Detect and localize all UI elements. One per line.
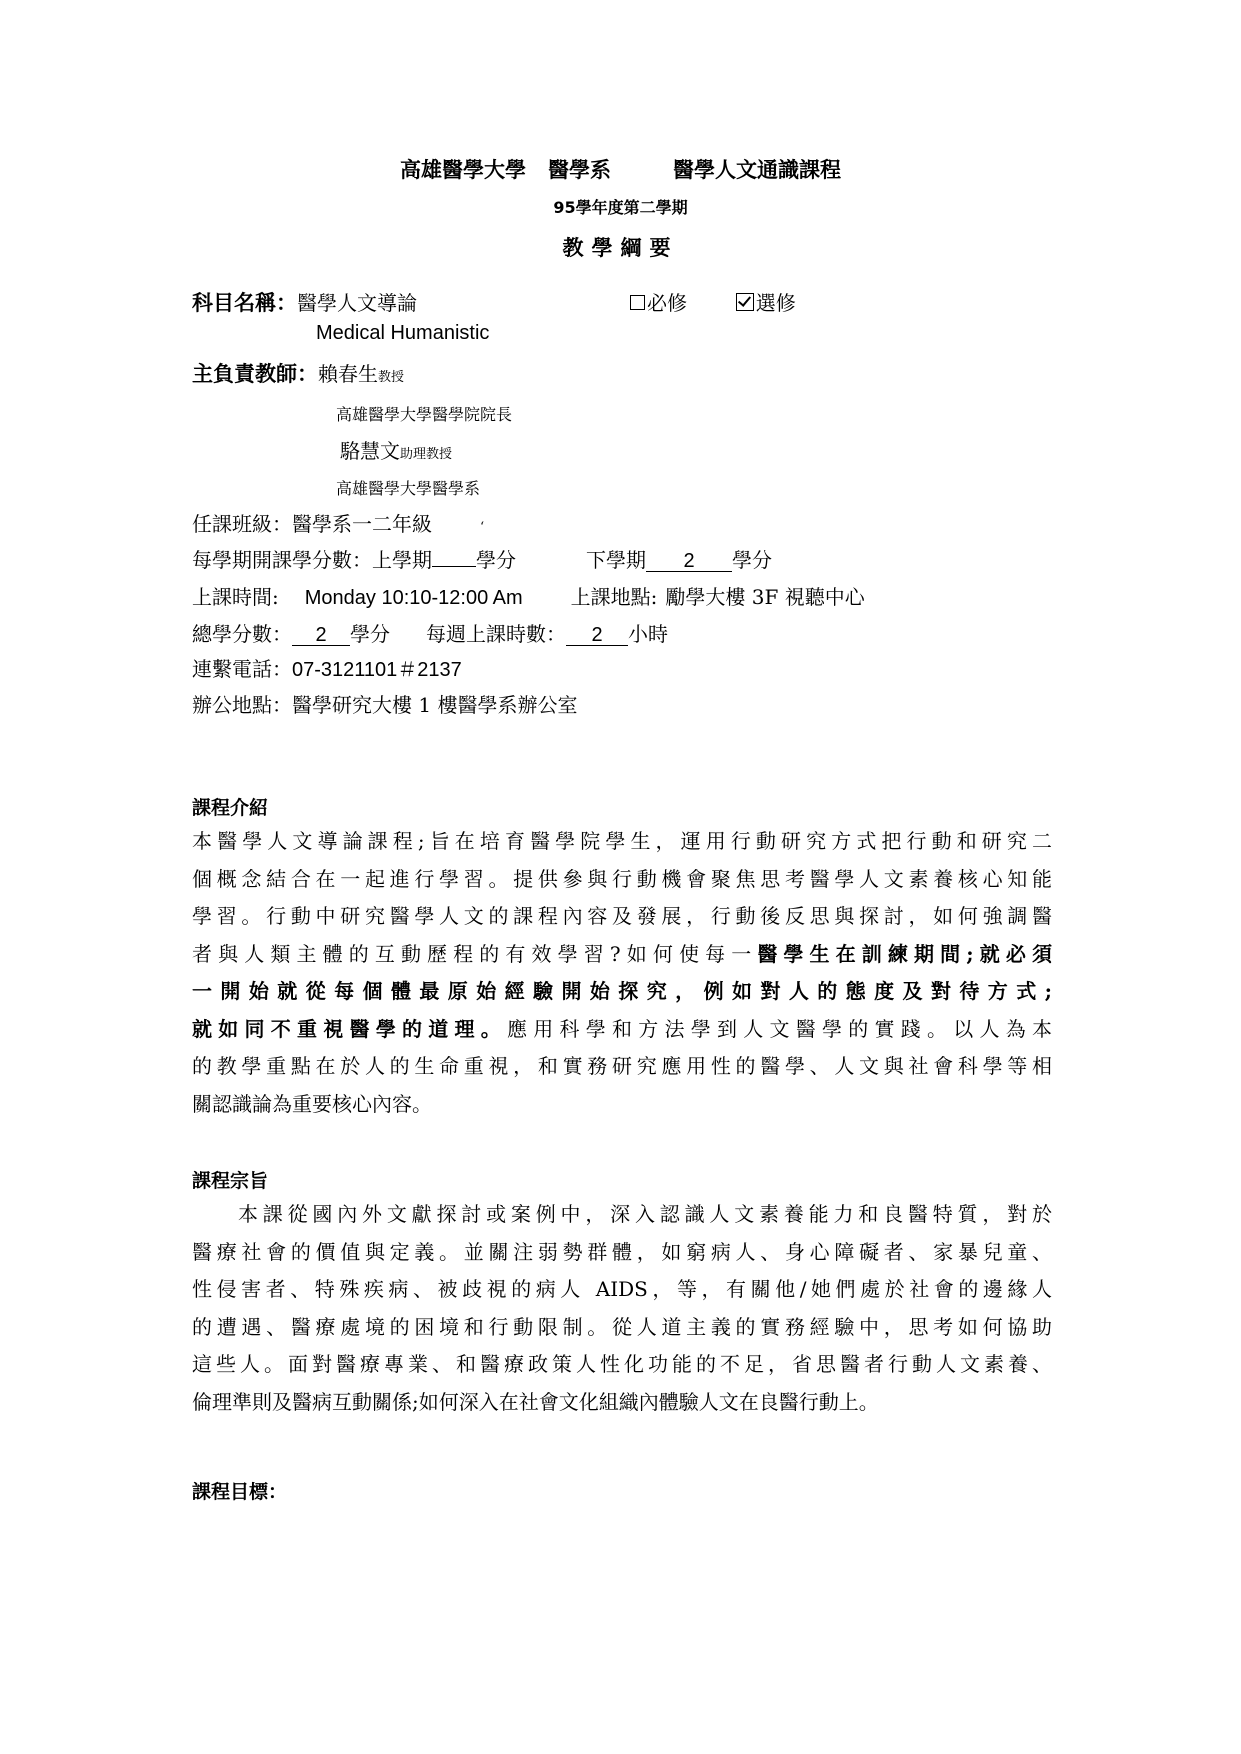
intro-line: 個概念結合在一起進行學習。提供參與行動機會聚焦思考醫學人文素養核心知能 <box>192 866 1052 891</box>
intro-bold-text: 醫學生在訓練期間;就必須 <box>757 941 1052 966</box>
credits-second-value: 2 <box>646 551 732 572</box>
instructor-main-title: 教授 <box>378 370 405 385</box>
intro-line-part: 應用科學和方法學到人文醫學的實踐。以人為本 <box>507 1016 1052 1041</box>
intro-line: 關認識論為重要核心內容。 <box>192 1091 432 1116</box>
document-title: 教學綱要 <box>562 235 679 260</box>
phone-row <box>192 653 462 682</box>
instructor-second-name: 駱慧文 <box>340 439 400 463</box>
intro-paragraph <box>192 823 1052 1123</box>
time-value: Monday 10:10-12:00 Am <box>304 587 523 609</box>
purpose-line: 本課從國內外文獻探討或案例中，深入認識人文素養能力和良醫特質，對於 <box>238 1202 1052 1226</box>
total-credits-row <box>192 618 668 647</box>
elective-label: 選修 <box>755 291 796 315</box>
instructor-second-title: 助理教授 <box>400 447 453 462</box>
office-value: 醫學研究大樓 1 樓醫學系辦公室 <box>292 693 578 717</box>
credits-first-value <box>432 566 476 567</box>
required-checkbox[interactable] <box>630 295 645 310</box>
header-title <box>0 154 1241 184</box>
hours-unit: 小時 <box>628 622 668 646</box>
course-name-label: 科目名稱： <box>192 290 297 315</box>
term-label: 95學年度第二學期 <box>553 198 688 217</box>
purpose-heading: 課程宗旨 <box>192 1170 269 1192</box>
place-value: 勵學大樓 3F 視聽中心 <box>665 585 865 609</box>
time-label: 上課時間: <box>192 585 279 609</box>
intro-bold-text: 就如同不重視醫學的道理。 <box>192 1016 507 1041</box>
department-name: 醫學系 <box>548 157 611 182</box>
total-label: 總學分數： <box>192 622 292 646</box>
course-name-zh: 醫學人文導論 <box>297 291 417 315</box>
intro-bold-line: 一開始就從每個體最原始經驗開始探究，例如對人的態度及對待方式; <box>192 979 1052 1003</box>
instructor-row <box>192 358 404 388</box>
purpose-line: 性侵害者、特殊疾病、被歧視的病人 AIDS，等，有關他/她們處於社會的邊緣人 <box>192 1277 1052 1301</box>
program-name: 醫學人文通識課程 <box>673 157 841 182</box>
intro-line: 學習。行動中研究醫學人文的課程內容及發展，行動後反思與探討，如何強調醫 <box>192 904 1052 928</box>
required-label: 必修 <box>647 291 687 315</box>
credits-unit-1: 學分 <box>476 548 516 572</box>
objectives-heading: 課程目標： <box>192 1481 288 1503</box>
intro-line <box>192 936 1052 974</box>
purpose-line: 倫理準則及醫病互動關係;如何深入在社會文化組織內體驗人文在良醫行動上。 <box>192 1389 879 1414</box>
intro-line: 的教學重點在於人的生命重視，和實務研究應用性的醫學、人文與社會科學等相 <box>192 1054 1052 1078</box>
instructor-main-affiliation: 高雄醫學大學醫學院院長 <box>336 405 513 424</box>
phone-value: 07-3121101＃2137 <box>292 659 462 681</box>
instructor-second-row <box>340 435 452 464</box>
credits-second-label: 下學期 <box>586 548 646 572</box>
total-unit: 學分 <box>350 622 390 646</box>
course-type-row <box>630 287 796 316</box>
university-name: 高雄醫學大學 <box>400 157 526 182</box>
instructor-second-affiliation: 高雄醫學大學醫學系 <box>336 479 481 498</box>
intro-line <box>192 1011 1052 1049</box>
instructor-label: 主負責教師： <box>192 361 318 386</box>
place-label: 上課地點: <box>570 585 658 609</box>
phone-label: 連繫電話： <box>192 657 292 681</box>
time-place-row <box>192 581 865 610</box>
intro-line-part: 者與人類主體的互動歷程的有效學習?如何使每一 <box>192 941 758 966</box>
purpose-paragraph <box>192 1196 1052 1421</box>
purpose-line: 這些人。面對醫療專業、和醫療政策人性化功能的不足，省思醫者行動人文素養、 <box>192 1352 1052 1376</box>
course-name-row <box>192 287 417 317</box>
class-mark: ‘ <box>480 520 485 535</box>
total-value: 2 <box>292 625 350 646</box>
course-name-en: Medical Humanistic <box>316 322 490 344</box>
class-label: 任課班級：醫學系一二年級 <box>192 512 432 536</box>
hours-value: 2 <box>566 625 628 646</box>
intro-heading: 課程介紹 <box>192 797 269 819</box>
class-row <box>192 508 484 537</box>
instructor-main-name: 賴春生 <box>318 362 378 386</box>
purpose-line: 的遭遇、醫療處境的困境和行動限制。從人道主義的實務經驗中，思考如何協助 <box>192 1314 1052 1339</box>
credits-unit-2: 學分 <box>732 548 772 572</box>
intro-line: 本醫學人文導論課程;旨在培育醫學院學生，運用行動研究方式把行動和研究二 <box>192 829 1052 853</box>
elective-checkbox[interactable] <box>736 293 754 311</box>
credits-label: 每學期開課學分數：上學期 <box>192 548 432 572</box>
hours-label: 每週上課時數： <box>426 622 566 646</box>
office-label: 辦公地點： <box>192 693 292 717</box>
credits-row <box>192 544 772 573</box>
office-row <box>192 689 577 718</box>
purpose-line: 醫療社會的價值與定義。並關注弱勢群體，如窮病人、身心障礙者、家暴兒童、 <box>192 1239 1052 1264</box>
